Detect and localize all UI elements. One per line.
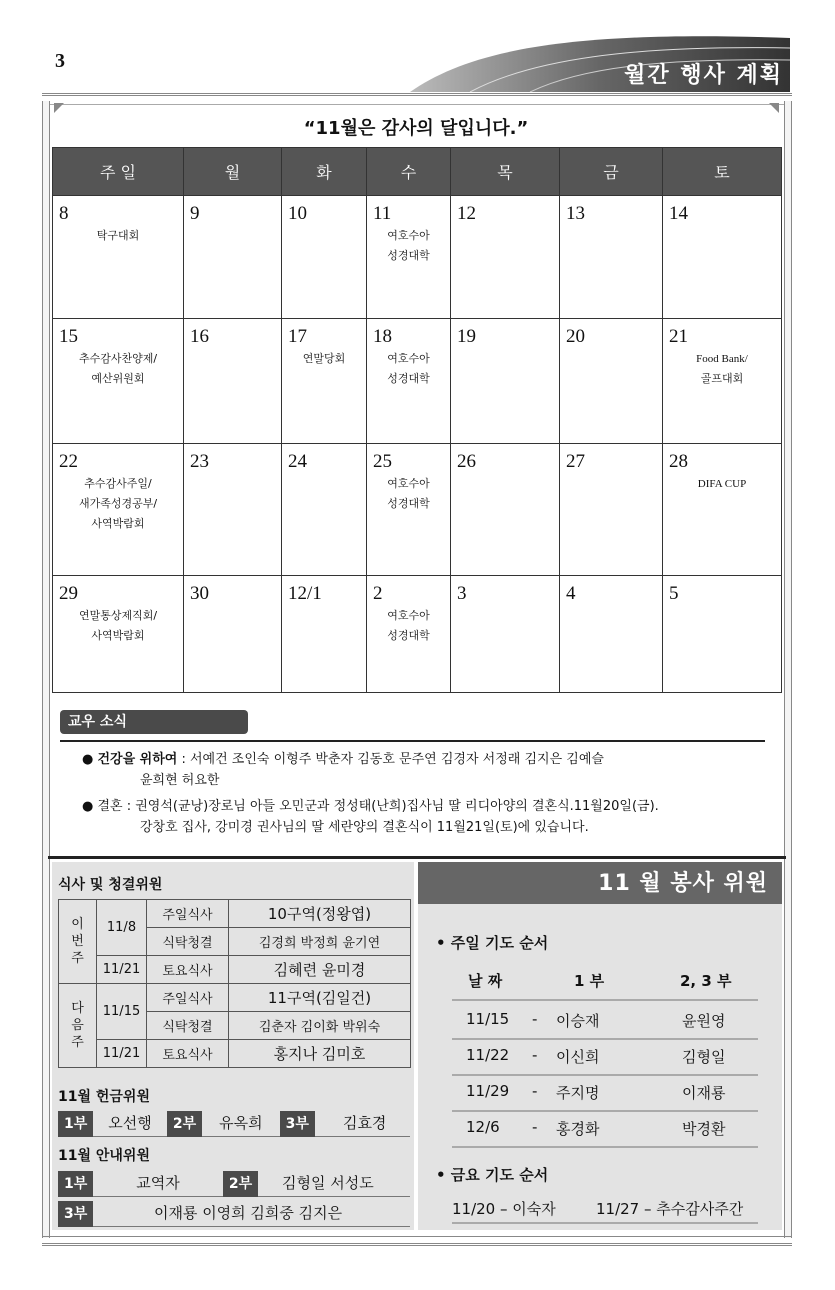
calendar-title: “11월은 감사의 달입니다.” bbox=[303, 118, 529, 139]
prayer-date: 11/22 bbox=[466, 1046, 510, 1064]
prayer-row bbox=[452, 1038, 758, 1076]
day-events bbox=[190, 472, 275, 474]
day-number: 2 bbox=[373, 583, 383, 604]
day-number: 11 bbox=[373, 203, 392, 224]
day-number: 20 bbox=[566, 326, 585, 347]
day-events bbox=[457, 472, 553, 474]
day-number: 21 bbox=[669, 326, 688, 347]
prayer-second: 윤원영 bbox=[682, 1012, 726, 1030]
calendar-day-cell bbox=[451, 576, 560, 693]
day-number: 18 bbox=[373, 326, 392, 347]
frame-bottom bbox=[42, 1236, 792, 1246]
prayer-dash: - bbox=[532, 1082, 538, 1100]
this-week-label: 이 번 주 bbox=[59, 900, 97, 984]
prayer-header-rule bbox=[452, 999, 758, 1001]
prayer-second: 박경환 bbox=[682, 1120, 726, 1138]
frame-right bbox=[784, 101, 792, 1238]
service-names: 홍지나 김미호 bbox=[229, 1040, 411, 1068]
day-events: 추수감사찬양제/ 예산위원회 bbox=[78, 352, 158, 385]
day-events bbox=[566, 224, 656, 226]
service-duty: 토요식사 bbox=[147, 1040, 229, 1068]
day-number: 23 bbox=[190, 451, 209, 472]
calendar-day-cell bbox=[184, 196, 282, 319]
calendar-day-cell bbox=[367, 196, 451, 319]
volunteers-title: 11 월 봉사 위원 bbox=[418, 862, 782, 904]
service-duty: 토요식사 bbox=[147, 956, 229, 984]
weekday-header: 월 bbox=[184, 148, 282, 196]
day-number: 27 bbox=[566, 451, 585, 472]
calendar-day-cell bbox=[53, 444, 184, 576]
day-events bbox=[669, 224, 775, 226]
day-events bbox=[566, 472, 656, 474]
service-date: 11/8 bbox=[97, 900, 147, 956]
day-events bbox=[457, 224, 553, 226]
friday-entry-1: 11/20 – 이숙자 bbox=[452, 1200, 556, 1218]
health-text: : 서예건 조인숙 이형주 박춘자 김동호 문주연 김경자 서정래 김지은 김예슬 bbox=[177, 752, 604, 767]
prayer-dash: - bbox=[532, 1010, 538, 1028]
day-number: 17 bbox=[288, 326, 307, 347]
calendar-day-cell bbox=[663, 319, 782, 444]
weekday-header: 금 bbox=[560, 148, 663, 196]
offering-row bbox=[58, 1110, 410, 1137]
calendar-day-cell bbox=[451, 319, 560, 444]
day-events bbox=[288, 472, 360, 474]
usher-name-2: 김형일 서성도 bbox=[282, 1174, 374, 1192]
offering-name-2: 유옥희 bbox=[219, 1114, 263, 1132]
friday-entry-2: 11/27 – 추수감사주간 bbox=[596, 1200, 744, 1218]
weekday-header: 토 bbox=[663, 148, 782, 196]
service-date: 11/21 bbox=[97, 1040, 147, 1068]
day-events: 연말당회 bbox=[302, 352, 346, 365]
day-number: 14 bbox=[669, 203, 688, 224]
calendar-day-cell bbox=[451, 196, 560, 319]
prayer-dash: - bbox=[532, 1046, 538, 1064]
calendar-day-cell bbox=[53, 196, 184, 319]
day-events bbox=[288, 224, 360, 226]
day-number: 25 bbox=[373, 451, 392, 472]
day-number: 12 bbox=[457, 203, 476, 224]
usher-row-1 bbox=[58, 1170, 410, 1197]
news-divider bbox=[60, 740, 765, 742]
day-events bbox=[669, 604, 775, 606]
day-number: 9 bbox=[190, 203, 200, 224]
service-names: 김춘자 김이화 박위숙 bbox=[229, 1012, 411, 1040]
day-events bbox=[457, 604, 553, 606]
page-number: 3 bbox=[55, 50, 65, 72]
sunday-prayer-title: • 주일 기도 순서 bbox=[436, 934, 549, 952]
calendar-day-cell bbox=[282, 444, 367, 576]
day-number: 12/1 bbox=[288, 583, 322, 604]
service-duty: 주일식사 bbox=[147, 900, 229, 928]
day-events: 탁구대회 bbox=[96, 229, 140, 242]
day-number: 28 bbox=[669, 451, 688, 472]
usher-tag-1: 1부 bbox=[58, 1171, 93, 1197]
service-duty: 주일식사 bbox=[147, 984, 229, 1012]
day-events bbox=[190, 604, 275, 606]
day-events: 여호수아 성경대학 bbox=[387, 609, 430, 642]
friday-rule bbox=[452, 1222, 758, 1224]
day-number: 4 bbox=[566, 583, 576, 604]
day-events: 여호수아 성경대학 bbox=[387, 477, 430, 510]
weekday-header: 목 bbox=[451, 148, 560, 196]
calendar-day-cell bbox=[53, 319, 184, 444]
calendar-week-row bbox=[53, 319, 782, 444]
service-names: 11구역(김일건) bbox=[229, 984, 411, 1012]
calendar-day-cell bbox=[663, 196, 782, 319]
day-events: 추수감사주일/ 새가족성경공부/ 사역박람회 bbox=[78, 477, 158, 530]
header-title: 월간 행사 계획 bbox=[624, 63, 783, 88]
service-names: 김경희 박정희 윤기연 bbox=[229, 928, 411, 956]
prayer-row bbox=[452, 1002, 758, 1040]
offering-tag-2: 2부 bbox=[167, 1111, 202, 1137]
service-duty: 식탁청결 bbox=[147, 1012, 229, 1040]
health-text-cont: 윤희현 허요한 bbox=[140, 773, 220, 788]
prayer-first: 이승재 bbox=[556, 1012, 600, 1030]
wedding-text: : 권영석(균낭)장로님 아들 오민군과 정성태(난희)집사님 딸 리디아양의 결혼식.11월20일(금). bbox=[122, 799, 659, 814]
calendar-day-cell bbox=[560, 319, 663, 444]
day-events bbox=[190, 347, 275, 349]
usher-row-2 bbox=[58, 1200, 410, 1227]
health-label: 건강을 위하여 bbox=[97, 752, 178, 767]
day-number: 8 bbox=[59, 203, 69, 224]
corner-decoration bbox=[769, 103, 779, 113]
weekday-header: 화 bbox=[282, 148, 367, 196]
service-title: 식사 및 청결위원 bbox=[58, 877, 163, 893]
bullet-icon: ● bbox=[82, 799, 94, 814]
offering-title: 11월 헌금위원 bbox=[58, 1089, 150, 1105]
calendar-day-cell bbox=[282, 576, 367, 693]
day-number: 26 bbox=[457, 451, 476, 472]
day-events: 여호수아 성경대학 bbox=[387, 352, 430, 385]
calendar-day-cell bbox=[560, 444, 663, 576]
wedding-label: 결혼 bbox=[97, 799, 123, 814]
news-tab: 교우 소식 bbox=[60, 710, 248, 734]
offering-tag-1: 1부 bbox=[58, 1111, 93, 1137]
prayer-date: 12/6 bbox=[466, 1118, 500, 1136]
offering-tag-3: 3부 bbox=[280, 1111, 315, 1137]
prayer-row bbox=[452, 1110, 758, 1148]
day-number: 24 bbox=[288, 451, 307, 472]
prayer-first: 주지명 bbox=[556, 1084, 600, 1102]
frame-top bbox=[42, 93, 792, 105]
day-events: 연말통상제직회/ 사역박람회 bbox=[78, 609, 158, 642]
calendar-table bbox=[52, 147, 782, 693]
service-table bbox=[58, 899, 411, 1068]
col-second-header: 2, 3 부 bbox=[680, 972, 732, 990]
calendar-day-cell bbox=[451, 444, 560, 576]
bullet-icon: ● bbox=[82, 752, 94, 767]
wedding-text-cont: 강창호 집사, 강미경 권사님의 딸 세란양의 결혼식이 11월21일(토)에 있습니다. bbox=[140, 820, 589, 835]
calendar-day-cell bbox=[663, 444, 782, 576]
day-events bbox=[566, 347, 656, 349]
frame-left bbox=[42, 101, 50, 1238]
day-number: 13 bbox=[566, 203, 585, 224]
calendar-day-cell bbox=[367, 319, 451, 444]
day-events bbox=[457, 347, 553, 349]
calendar-day-cell bbox=[663, 576, 782, 693]
calendar-day-cell bbox=[184, 319, 282, 444]
prayer-second: 김형일 bbox=[682, 1048, 726, 1066]
calendar-day-cell bbox=[367, 444, 451, 576]
calendar-day-cell bbox=[184, 576, 282, 693]
prayer-first: 홍경화 bbox=[556, 1120, 600, 1138]
calendar-day-cell bbox=[184, 444, 282, 576]
offering-name-3: 김효경 bbox=[342, 1114, 387, 1132]
service-duty: 식탁청결 bbox=[147, 928, 229, 956]
col-first-header: 1 부 bbox=[574, 972, 605, 990]
calendar-week-row bbox=[53, 576, 782, 693]
prayer-row bbox=[452, 1074, 758, 1112]
day-events bbox=[190, 224, 275, 226]
day-number: 29 bbox=[59, 583, 78, 604]
calendar-day-cell bbox=[367, 576, 451, 693]
day-events: DIFA CUP bbox=[697, 478, 747, 490]
day-number: 5 bbox=[669, 583, 679, 604]
prayer-date: 11/29 bbox=[466, 1082, 510, 1100]
day-number: 3 bbox=[457, 583, 467, 604]
calendar-week-row bbox=[53, 444, 782, 576]
day-number: 30 bbox=[190, 583, 209, 604]
day-events bbox=[566, 604, 656, 606]
weekday-header-row bbox=[53, 148, 782, 196]
day-number: 19 bbox=[457, 326, 476, 347]
usher-title: 11월 안내위원 bbox=[58, 1148, 150, 1164]
friday-prayer-title: • 금요 기도 순서 bbox=[436, 1166, 549, 1184]
day-number: 22 bbox=[59, 451, 78, 472]
prayer-first: 이신희 bbox=[556, 1048, 600, 1066]
day-number: 15 bbox=[59, 326, 78, 347]
day-number: 16 bbox=[190, 326, 209, 347]
day-events: 여호수아 성경대학 bbox=[387, 229, 430, 262]
day-events: Food Bank/ 골프대회 bbox=[696, 353, 748, 385]
usher-name-1: 교역자 bbox=[136, 1174, 180, 1192]
news-health bbox=[82, 750, 772, 770]
col-date-header: 날 짜 bbox=[468, 972, 503, 990]
corner-decoration bbox=[54, 103, 64, 113]
calendar-day-cell bbox=[560, 576, 663, 693]
next-week-label: 다 음 주 bbox=[59, 984, 97, 1068]
usher-tag-2: 2부 bbox=[223, 1171, 258, 1197]
calendar-day-cell bbox=[282, 319, 367, 444]
service-date: 11/21 bbox=[97, 956, 147, 984]
prayer-dash: - bbox=[532, 1118, 538, 1136]
day-number: 10 bbox=[288, 203, 307, 224]
calendar-day-cell bbox=[560, 196, 663, 319]
calendar-day-cell bbox=[282, 196, 367, 319]
prayer-second: 이재룡 bbox=[682, 1084, 726, 1102]
calendar-day-cell bbox=[53, 576, 184, 693]
service-names: 10구역(정왕엽) bbox=[229, 900, 411, 928]
section-divider bbox=[48, 856, 786, 859]
day-events bbox=[288, 604, 360, 606]
prayer-date: 11/15 bbox=[466, 1010, 510, 1028]
weekday-header: 주 일 bbox=[53, 148, 184, 196]
offering-name-1: 오선행 bbox=[108, 1114, 152, 1132]
news-wedding bbox=[82, 797, 772, 817]
service-date: 11/15 bbox=[97, 984, 147, 1040]
usher-name-3: 이재룡 이영희 김희중 김지은 bbox=[153, 1204, 343, 1222]
calendar-week-row bbox=[53, 196, 782, 319]
service-names: 김혜련 윤미경 bbox=[229, 956, 411, 984]
usher-tag-3: 3부 bbox=[58, 1201, 93, 1227]
weekday-header: 수 bbox=[367, 148, 451, 196]
